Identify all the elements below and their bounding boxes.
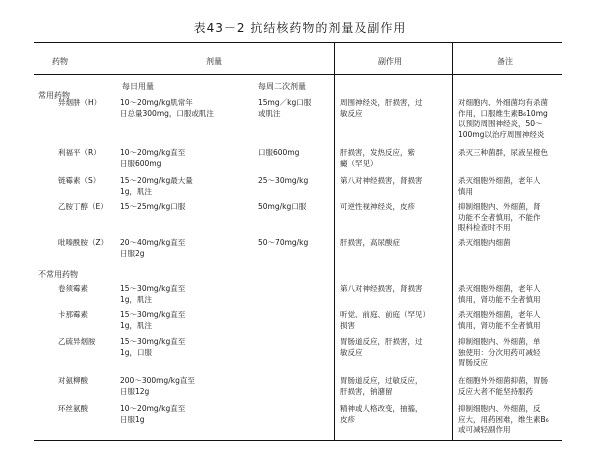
cell-biweekly-dose-line: 25～30mg/kg <box>258 176 309 185</box>
subheader-biweekly: 每周二次剂量 <box>258 82 306 91</box>
cell-remark-line: 胃肠反应 <box>458 358 488 367</box>
cell-side-effect-line: 肝损害，高尿酸症 <box>340 238 400 247</box>
cell-daily-dose-line: 15～20mg/kg最大量 <box>120 176 193 185</box>
cell-remark <box>458 176 562 197</box>
cell-biweekly-dose-line: 50mg/kg口服 <box>258 202 307 211</box>
cell-remark <box>458 284 562 305</box>
cell-daily-dose-line: 1g，肌注 <box>120 294 153 304</box>
cell-biweekly-dose <box>258 238 330 249</box>
cell-daily-dose-line: 200～300mg/kg直至 <box>120 376 195 385</box>
cell-daily-dose-line: 日服2g <box>120 248 145 258</box>
cell-daily-dose-line: 日服12g <box>120 386 150 396</box>
cell-daily-dose-line: 日总量300mg，口服或肌注 <box>120 108 214 118</box>
cell-remark <box>458 98 562 140</box>
section-uncommon: 不常用药物 <box>38 270 78 279</box>
section-common: 常用药物 <box>38 91 70 100</box>
cell-side-effect-line: 肝损害，发热反应，紫 <box>340 148 415 157</box>
cell-side-effect-line: 皮疹 <box>340 414 355 424</box>
table-title: 表43－2 抗结核药物的剂量及副作用 <box>193 21 407 35</box>
cell-remark <box>458 148 562 159</box>
cell-biweekly-dose-line: 15mg／kg口服 <box>258 98 312 107</box>
cell-drug-line: 吡嗪酰胺（Z） <box>58 238 109 247</box>
cell-remark-line: 抑制细胞内、外细菌，反 <box>458 404 541 413</box>
cell-biweekly-dose-line: 50～70mg/kg <box>258 238 309 247</box>
cell-daily-dose <box>120 310 250 331</box>
cell-daily-dose-line: 1g，肌注 <box>120 320 153 330</box>
cell-drug <box>58 284 114 295</box>
cell-remark-line: 在细胞外外细菌抑菌，胃肠 <box>458 376 548 385</box>
header-dose: 剂量 <box>206 57 222 66</box>
cell-biweekly-dose <box>258 148 330 159</box>
cell-daily-dose <box>120 404 250 425</box>
cell-remark-line: 以预防周围神经炎，50～ <box>458 119 543 128</box>
cell-side-effect-line: 胃肠道反应，肝损害，过 <box>340 337 423 346</box>
cell-daily-dose <box>120 284 250 305</box>
cell-side-effect <box>340 310 448 331</box>
cell-daily-dose <box>120 98 250 119</box>
header-drug: 药物 <box>52 57 68 66</box>
cell-drug-line: 卡那霉素 <box>58 310 88 319</box>
cell-drug-line: 环丝氨酸 <box>58 404 88 413</box>
cell-remark <box>458 376 562 397</box>
cell-drug <box>58 404 114 415</box>
cell-remark-line: 杀灭三种菌群，尿液呈橙色 <box>458 148 548 157</box>
cell-side-effect <box>340 376 448 397</box>
cell-side-effect <box>340 176 448 187</box>
cell-remark-line: 独使用：分次用药可减轻 <box>458 347 541 357</box>
cell-drug-line: 卷须霉素 <box>58 284 88 293</box>
cell-remark-line: 功能不全者慎用，不能作 <box>458 212 541 222</box>
cell-side-effect <box>340 284 448 295</box>
cell-remark-line: 慎用，肾功能不全者慎用 <box>458 294 541 304</box>
cell-side-effect-line: 胃肠道反应，过敏反应， <box>340 376 423 385</box>
cell-side-effect-line: 敏反应 <box>340 108 363 118</box>
cell-daily-dose <box>120 238 250 259</box>
cell-side-effect-line: 周围神经炎，肝损害，过 <box>340 98 423 107</box>
cell-side-effect-line: 听觉、前庭、前庭（罕见） <box>340 310 430 319</box>
cell-biweekly-dose <box>258 202 330 213</box>
cell-daily-dose-line: 20～40mg/kg直至 <box>120 238 186 247</box>
cell-remark-line: 杀灭细胞内细菌 <box>458 238 511 247</box>
cell-remark-line: 慎用 <box>458 186 473 196</box>
header-remark: 备注 <box>497 57 513 66</box>
cell-side-effect-line: 精神或人格改变，抽搐， <box>340 404 423 413</box>
cell-remark-line: 或可减轻副作用 <box>458 425 511 434</box>
cell-daily-dose-line: 10～20mg/kg肌常年 <box>120 98 193 107</box>
cell-remark-line: 作用，口服维生素B₆10mg <box>458 108 548 118</box>
cell-remark-line: 杀灭细胞外细菌，老年人 <box>458 176 541 185</box>
cell-drug <box>58 98 114 109</box>
bottom-rule <box>34 440 562 441</box>
cell-side-effect <box>340 404 448 425</box>
cell-remark-line: 反应大者不能坚持服药 <box>458 386 533 396</box>
cell-remark-line: 应大，用药困难，维生素B₆ <box>458 414 549 424</box>
header-side-effect: 副作用 <box>378 57 402 66</box>
cell-remark-line: 抑制细胞内、外细菌，单 <box>458 337 541 346</box>
cell-daily-dose-line: 15～25mg/kg口服 <box>120 202 186 211</box>
cell-drug <box>58 310 114 321</box>
cell-side-effect <box>340 337 448 358</box>
cell-side-effect-line: 可逆性视神经炎，皮疹 <box>340 202 415 211</box>
cell-remark-line: 杀灭细胞外细菌，老年人 <box>458 310 541 319</box>
subheader-daily: 每日用量 <box>122 82 154 91</box>
cell-biweekly-dose <box>258 98 330 119</box>
cell-drug <box>58 376 114 387</box>
cell-biweekly-dose-line: 口服600mg <box>258 148 300 157</box>
cell-remark <box>458 404 562 436</box>
cell-remark-line: 对细胞内、外细菌均有杀菌 <box>458 98 548 107</box>
cell-drug <box>58 176 114 187</box>
cell-remark-line: 眼科检查时不用 <box>458 223 511 232</box>
cell-remark <box>458 202 562 234</box>
cell-side-effect-line: 肝损害，钠潴留 <box>340 386 393 396</box>
cell-side-effect <box>340 238 448 249</box>
cell-side-effect-line: 损害 <box>340 320 355 330</box>
cell-daily-dose <box>120 176 250 197</box>
cell-side-effect <box>340 148 448 169</box>
cell-side-effect <box>340 98 448 119</box>
top-rule <box>34 42 562 43</box>
cell-drug-line: 利福平（R） <box>58 148 101 157</box>
cell-daily-dose-line: 日服1g <box>120 414 145 424</box>
divider-side-remark <box>452 43 453 440</box>
cell-remark-line: 抑制细胞内、外细菌，肾 <box>458 202 541 211</box>
cell-remark-line: 100mg以治疗周围神经炎 <box>458 129 545 139</box>
cell-side-effect-line: 第八对神经损害，肾损害 <box>340 284 423 293</box>
cell-biweekly-dose-line: 或肌注 <box>258 108 281 118</box>
cell-daily-dose-line: 15～30mg/kg直至 <box>120 310 186 319</box>
cell-daily-dose-line: 15～30mg/kg直至 <box>120 284 186 293</box>
cell-drug-line: 异烟肼（H） <box>58 98 102 107</box>
cell-side-effect-line: 癜（罕见） <box>340 158 378 168</box>
cell-daily-dose-line: 日服600mg <box>120 158 162 168</box>
cell-drug-line: 乙胺丁醇（E） <box>58 202 108 211</box>
cell-side-effect-line: 第八对神经损害，肾损害 <box>340 176 423 185</box>
cell-daily-dose-line: 10～20mg/kg直至 <box>120 404 186 413</box>
cell-daily-dose-line: 15～30mg/kg直至 <box>120 337 186 346</box>
cell-drug <box>58 148 114 159</box>
cell-drug <box>58 202 114 213</box>
cell-daily-dose <box>120 202 250 213</box>
cell-biweekly-dose <box>258 176 330 187</box>
cell-side-effect-line: 敏反应 <box>340 347 363 357</box>
cell-remark-line: 杀灭细胞外细菌，老年人 <box>458 284 541 293</box>
cell-drug <box>58 238 114 249</box>
cell-daily-dose <box>120 148 250 169</box>
cell-daily-dose-line: 1g，肌注 <box>120 186 153 196</box>
cell-remark-line: 慎用，肾功能不全者慎用 <box>458 320 541 330</box>
divider-dose-side <box>334 43 335 440</box>
cell-remark <box>458 337 562 369</box>
cell-remark <box>458 238 562 249</box>
cell-daily-dose-line: 10～20mg/kg直至 <box>120 148 186 157</box>
cell-daily-dose <box>120 376 250 397</box>
header-rule <box>34 74 562 75</box>
cell-daily-dose-line: 1g，口服 <box>120 347 153 357</box>
cell-remark <box>458 310 562 331</box>
cell-daily-dose <box>120 337 250 358</box>
cell-drug-line: 链霉素（S） <box>58 176 101 185</box>
cell-drug <box>58 337 114 348</box>
cell-drug-line: 乙硫异烟胺 <box>58 337 96 346</box>
cell-drug-line: 对氨柳酸 <box>58 376 88 385</box>
cell-side-effect <box>340 202 448 213</box>
